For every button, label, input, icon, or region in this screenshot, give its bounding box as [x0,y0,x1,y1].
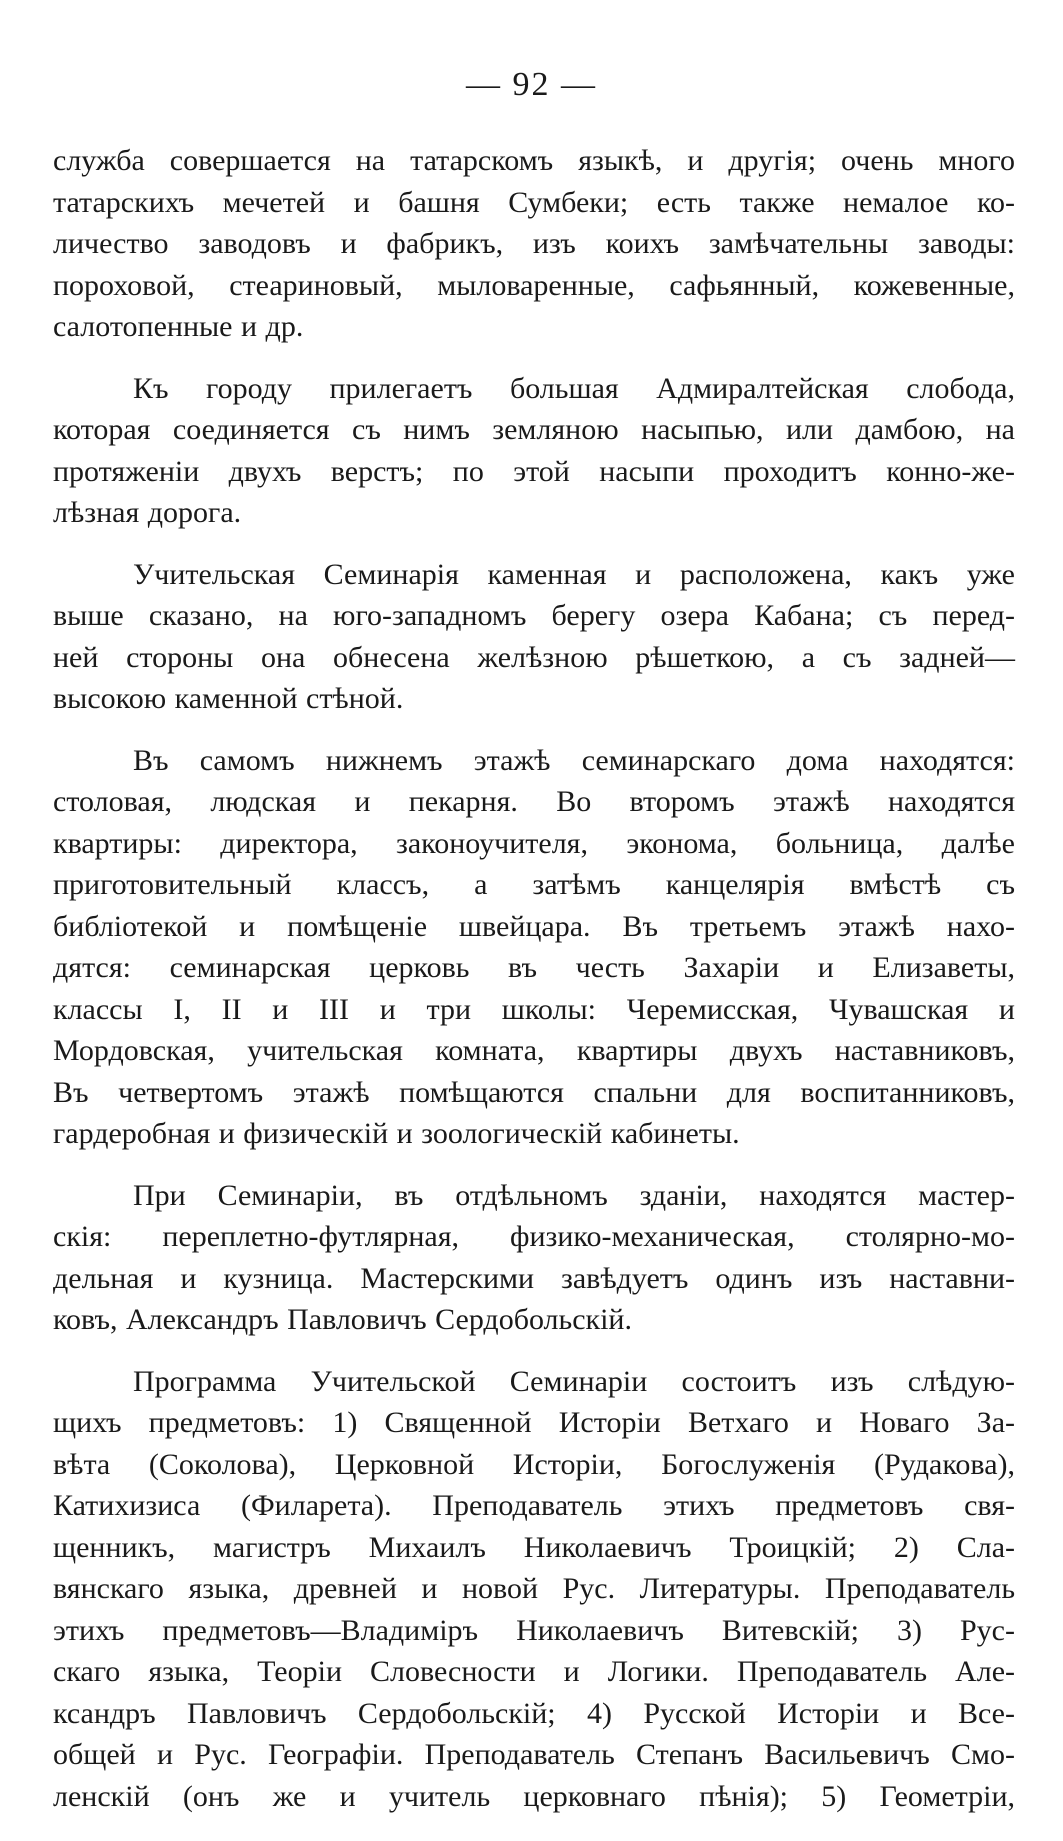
text-line: салотопенные и др. [53,310,304,343]
text-line: щенникъ, магистръ Михаилъ Николаевичъ Троицкій; 2) Сла- [53,1530,1015,1564]
text-line: При Семинаріи, въ отдѣльномъ зданіи, находятся мастер- [133,1178,1015,1212]
text-line: Катихизиса (Филарета). Преподаватель этихъ предметовъ свя- [53,1489,1015,1522]
text-line: татарскихъ мечетей и башня Сумбеки; есть также немалое ко- [53,185,1015,219]
paragraph-workshops [53,1175,1015,1341]
text-line: гардеробная и физическій и зоологическій кабинеты. [53,1117,740,1150]
text-line: высокою каменной стѣной. [53,682,404,715]
text-line: пороховой, стеариновый, мыловаренные, сафьянный, кожевенные, [53,268,1015,302]
paragraph-program [53,1361,1015,1818]
text-line: ленскій (онъ же и учитель церковнаго пѣнія); 5) Геометріи, [53,1779,1015,1813]
text-line: скаго языка, Теоріи Словесности и Логики. Преподаватель Але- [53,1655,1015,1688]
text-line: дятся: семинарская церковь въ честь Захаріи и Елизаветы, [53,951,1015,984]
text-line: Мордовская, учительская комната, квартиры двухъ наставниковъ, [53,1034,1015,1067]
text-line: скія: переплетно-футлярная, физико-механическая, столярно-мо- [53,1220,1015,1253]
text-line: общей и Рус. Географіи. Преподаватель Степанъ Васильевичъ Смо- [53,1738,1015,1771]
text-line: библіотекой и помѣщеніе швейцара. Въ третьемъ этажѣ нахо- [53,909,1015,943]
text-line: которая соединяется съ нимъ земляною насыпью, или дамбою, на [53,413,1015,446]
text-line: Въ четвертомъ этажѣ помѣщаются спальни для воспитанниковъ, [53,1075,1015,1109]
text-line: классы I, II и III и три школы: Черемисская, Чувашская и [53,992,1015,1026]
text-line: столовая, людская и пекарня. Во второмъ этажѣ находятся [53,785,1015,818]
text-line: квартиры: директора, законоучителя, эконома, больница, далѣе [53,826,1015,860]
text-line: вянскаго языка, древней и новой Рус. Литературы. Преподаватель [53,1572,1015,1605]
text-line: Учительская Семинарія каменная и расположена, какъ уже [133,557,1015,591]
paragraph-city-continuation [53,140,1015,348]
text-line: этихъ предметовъ—Владиміръ Николаевичъ Витевскій; 3) Рус- [53,1613,1015,1647]
paragraph-seminary-building [53,554,1015,720]
paragraph-admiralty-sloboda [53,368,1015,534]
page-number: — 92 — [466,66,597,103]
text-line: Къ городу прилегаетъ большая Адмиралтейская слобода, [133,371,1015,405]
text-line: выше сказано, на юго-западномъ берегу озера Кабана; съ перед- [53,599,1015,632]
paragraph-floors [53,740,1015,1155]
text-line: щихъ предметовъ: 1) Священной Исторіи Ветхаго и Новаго За- [53,1406,1015,1439]
text-line: приготовительный классъ, а затѣмъ канцелярія вмѣстѣ съ [53,868,1015,901]
text-line: лѣзная дорога. [53,496,242,529]
text-line: личество заводовъ и фабрикъ, изъ коихъ замѣчательны заводы: [53,227,1015,260]
text-line: ней стороны она обнесена желѣзною рѣшеткою, а съ задней— [53,640,1015,674]
body-text [53,140,1015,1837]
text-line: Въ самомъ нижнемъ этажѣ семинарскаго дома находятся: [133,743,1015,777]
text-line: вѣта (Соколова), Церковной Исторіи, Богослуженія (Рудакова), [53,1447,1015,1481]
text-line: служба совершается на татарскомъ языкѣ, и другія; очень много [53,144,1015,177]
text-line: Программа Учительской Семинаріи состоитъ изъ слѣдую- [133,1364,1015,1398]
text-line: ксандръ Павловичъ Сердобольскій; 4) Русской Исторіи и Все- [53,1696,1015,1730]
text-line: дельная и кузница. Мастерскими завѣдуетъ одинъ изъ наставни- [53,1261,1015,1295]
text-line: ковъ, Александръ Павловичъ Сердобольскій. [53,1303,632,1336]
text-line: протяженіи двухъ верстъ; по этой насыпи проходитъ конно-же- [53,454,1015,488]
